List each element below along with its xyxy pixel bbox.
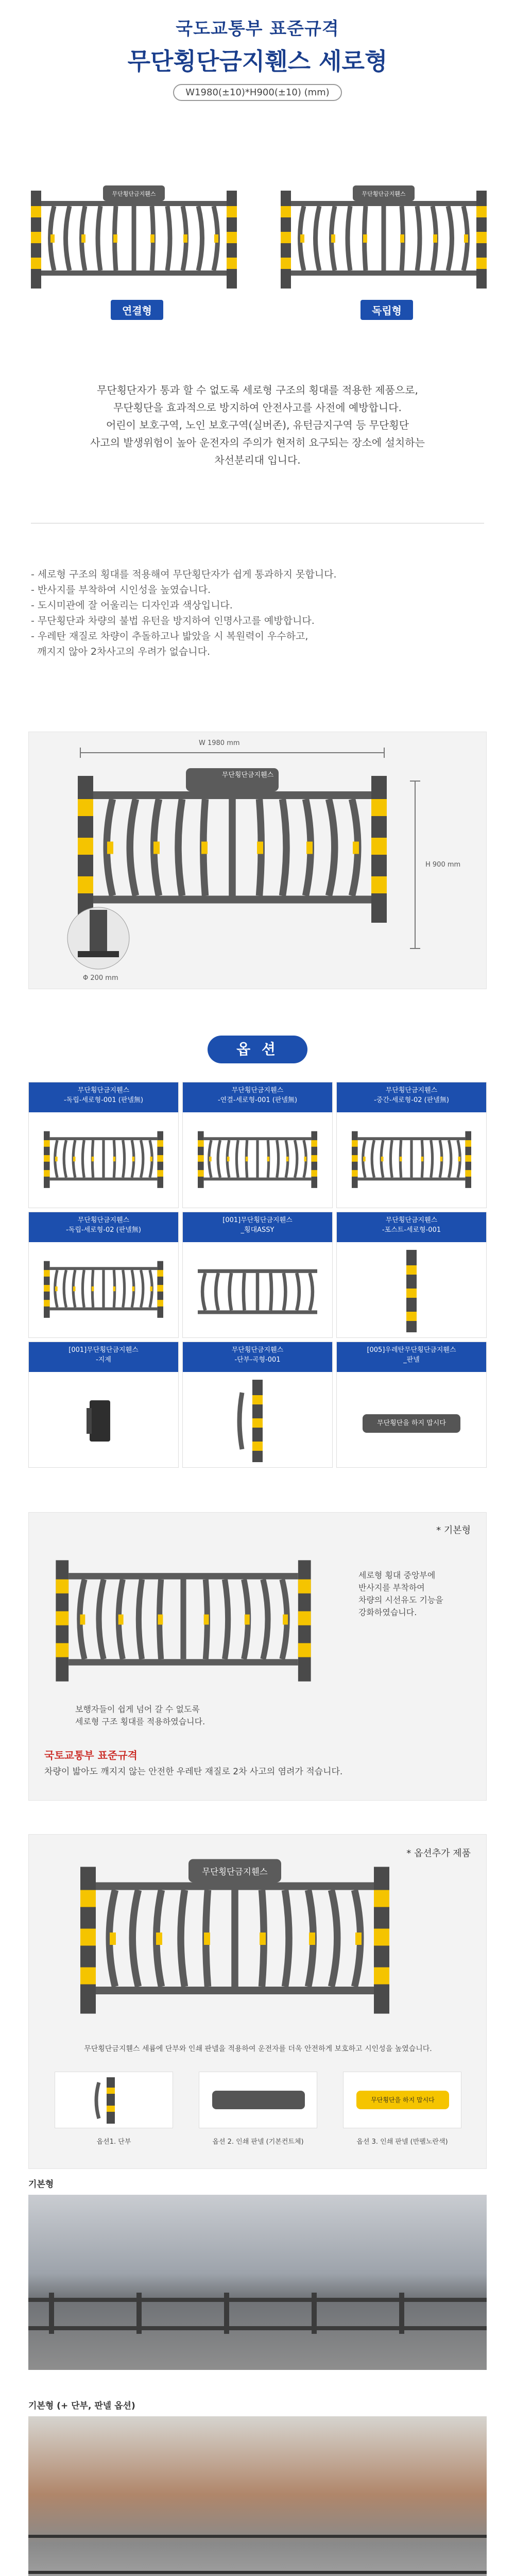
option-cell[interactable] xyxy=(28,1082,179,1208)
feature-item: - 우레탄 재질로 차량이 추돌하고나 밟았을 시 복원력이 우수하고, xyxy=(31,631,308,642)
hero-right-sign: 무단횡단금지휀스 xyxy=(362,191,406,197)
hero-left-sign: 무단횡단금지휀스 xyxy=(112,191,156,197)
option-rail-assy-image xyxy=(183,1242,332,1337)
intro-line: 무단횡단자가 통과 할 수 없도록 세로형 구조의 횡대를 적용한 제품으로, xyxy=(97,384,418,396)
standalone-type-badge: 독립형 xyxy=(360,300,413,320)
gallery-caption-addon: 기본형 (+ 단부, 판넬 옵션) xyxy=(28,2401,135,2411)
option-cell[interactable] xyxy=(28,1212,179,1338)
option-cell-title: 무단횡단금지휀스 -포스트-세로형-001 xyxy=(337,1212,486,1242)
option-cell-title: 무단횡단금지휀스 -단부-곡형-001 xyxy=(183,1342,332,1372)
option-cell[interactable] xyxy=(182,1082,333,1208)
option-panel-image: 무단횡단을 하지 맙시다 xyxy=(363,1414,460,1433)
header xyxy=(0,14,515,101)
hero-products xyxy=(0,185,515,319)
width-label: W 1980 mm xyxy=(199,739,240,747)
fence-standalone-image xyxy=(281,185,487,294)
gallery-caption-basic: 기본형 xyxy=(28,2179,54,2190)
option-cell-title: 무단횡단금지휀스 -연결-세로형-001 (판넬無) xyxy=(183,1082,332,1112)
option-fence-image xyxy=(29,1242,178,1337)
feature-item: - 무단횡단과 차량의 불법 유턴을 방지하여 인명사고를 예방합니다. xyxy=(31,615,315,626)
option-cell[interactable] xyxy=(336,1342,487,1468)
intro-line: 차선분리대 입니다. xyxy=(214,454,301,466)
yellow-panel-text: 무단횡단을 하지 맙시다 xyxy=(356,2091,449,2109)
option-cell-title: 무단횡단금지휀스 -독립-세로형-02 (판넬無) xyxy=(29,1212,178,1242)
option-fence-image xyxy=(183,1112,332,1208)
feature-item: - 반사지를 부착하여 시인성을 높였습니다. xyxy=(31,584,211,596)
addon-sign: 무단횡단금지휀스 xyxy=(202,1867,268,1877)
options-title-badge: 옵 션 xyxy=(208,1036,307,1063)
option-fence-image xyxy=(29,1112,178,1208)
fence-connected-image xyxy=(31,185,237,294)
addon-option-label: 옵션 2. 인쇄 판넬 (기본컨트체) xyxy=(212,2138,304,2146)
option-fence-image xyxy=(337,1112,486,1208)
addon-option-label: 옵션 3. 인쇄 판넬 (반펠노란색) xyxy=(356,2138,448,2146)
height-label: H 900 mm xyxy=(425,861,461,869)
standard-text: 차량이 밟아도 깨지지 않는 안전한 우레탄 재질로 2차 사고의 염려가 적습니다. xyxy=(44,1767,343,1777)
option-cell-title: 무단횡단금지휀스 -독립-세로형-001 (판넬無) xyxy=(29,1082,178,1112)
standard-title: 국토교통부 표준규격 xyxy=(44,1749,138,1761)
addon-fence-image xyxy=(80,1855,389,2025)
addon-option-endpiece[interactable] xyxy=(55,2072,173,2128)
photo-basic-street xyxy=(28,2195,487,2370)
base-label: Φ 200 mm xyxy=(83,974,118,982)
intro-line: 무단횡단을 효과적으로 방지하여 안전사고를 사전에 예방합니다. xyxy=(113,401,402,414)
option-cell[interactable] xyxy=(336,1082,487,1208)
header-kicker: 국도교통부 표준규격 xyxy=(176,19,339,39)
diagram-sign-text: 무단횡단금지휀스 xyxy=(221,771,274,779)
option-cell-title: [001]무단횡단금지휀스 _횡대ASSY xyxy=(183,1212,332,1242)
basic-fence-image xyxy=(49,1554,317,1688)
basic-type-panel xyxy=(28,1512,487,1801)
option-cell[interactable] xyxy=(182,1212,333,1338)
addon-tag: * 옵션추가 제품 xyxy=(406,1848,471,1859)
option-post-image xyxy=(337,1242,486,1337)
option-base-image xyxy=(29,1372,178,1467)
addon-description: 무단횡단금지휀스 세륨에 단부와 인쇄 판넬을 적용하여 운전자를 더욱 안전하게 보호하고 시인성을 높였습니다. xyxy=(84,2045,432,2053)
options-grid xyxy=(28,1082,487,1473)
intro-line: 사고의 발생위험이 높아 운전자의 주의가 현저히 요구되는 장소에 설치하는 xyxy=(90,436,425,449)
option-cell[interactable] xyxy=(336,1212,487,1338)
connected-type-badge: 연결형 xyxy=(111,300,163,320)
option-cell[interactable] xyxy=(28,1342,179,1468)
feature-item: - 도시미관에 잘 어울리는 디자인과 색상입니다. xyxy=(31,600,233,611)
intro-text xyxy=(0,381,515,469)
option-cell[interactable] xyxy=(182,1342,333,1468)
basic-tag: * 기본형 xyxy=(436,1525,471,1536)
intro-line: 어린이 보호구역, 노인 보호구역(실버존), 유턴금지구역 등 무단횡단 xyxy=(106,419,409,431)
photo-addon-road-1 xyxy=(28,2416,487,2576)
dimension-diagram xyxy=(28,732,487,989)
option-cell-title: [001]무단횡단금지휀스 -지제 xyxy=(29,1342,178,1372)
option-endpiece-image xyxy=(183,1372,332,1467)
addon-option-label: 옵션1. 단부 xyxy=(96,2138,131,2146)
page-title: 무단횡단금지휀스 세로형 xyxy=(127,47,388,75)
basic-note-reflector: 세로형 횡대 중앙부에 반사지를 부착하여 차량의 시선유도 기능을 강화하였습니다. xyxy=(358,1570,443,1617)
option-cell-title: 무단횡단금지휀스 -중간-세로형-02 (판넬無) xyxy=(337,1082,486,1112)
addon-option-gray-panel[interactable] xyxy=(199,2072,317,2128)
addon-panel xyxy=(28,1834,487,2169)
basic-note-structure: 보행자들이 쉽게 넘어 갈 수 없도록 세로형 구조 횡대를 적용하였습니다. xyxy=(75,1704,205,1726)
feature-list xyxy=(31,567,484,659)
feature-item: 깨지지 않아 2차사고의 우려가 없습니다. xyxy=(31,646,211,657)
dimension-pill: W1980(±10)*H900(±10) (mm) xyxy=(173,84,341,101)
addon-option-yellow-panel[interactable] xyxy=(343,2072,461,2128)
feature-item: - 세로형 구조의 횡대를 적용해여 무단횡단자가 쉽게 통과하지 못합니다. xyxy=(31,569,337,580)
option-cell-title: [005]우레탄무단횡단금지휀스 _판넬 xyxy=(337,1342,486,1372)
